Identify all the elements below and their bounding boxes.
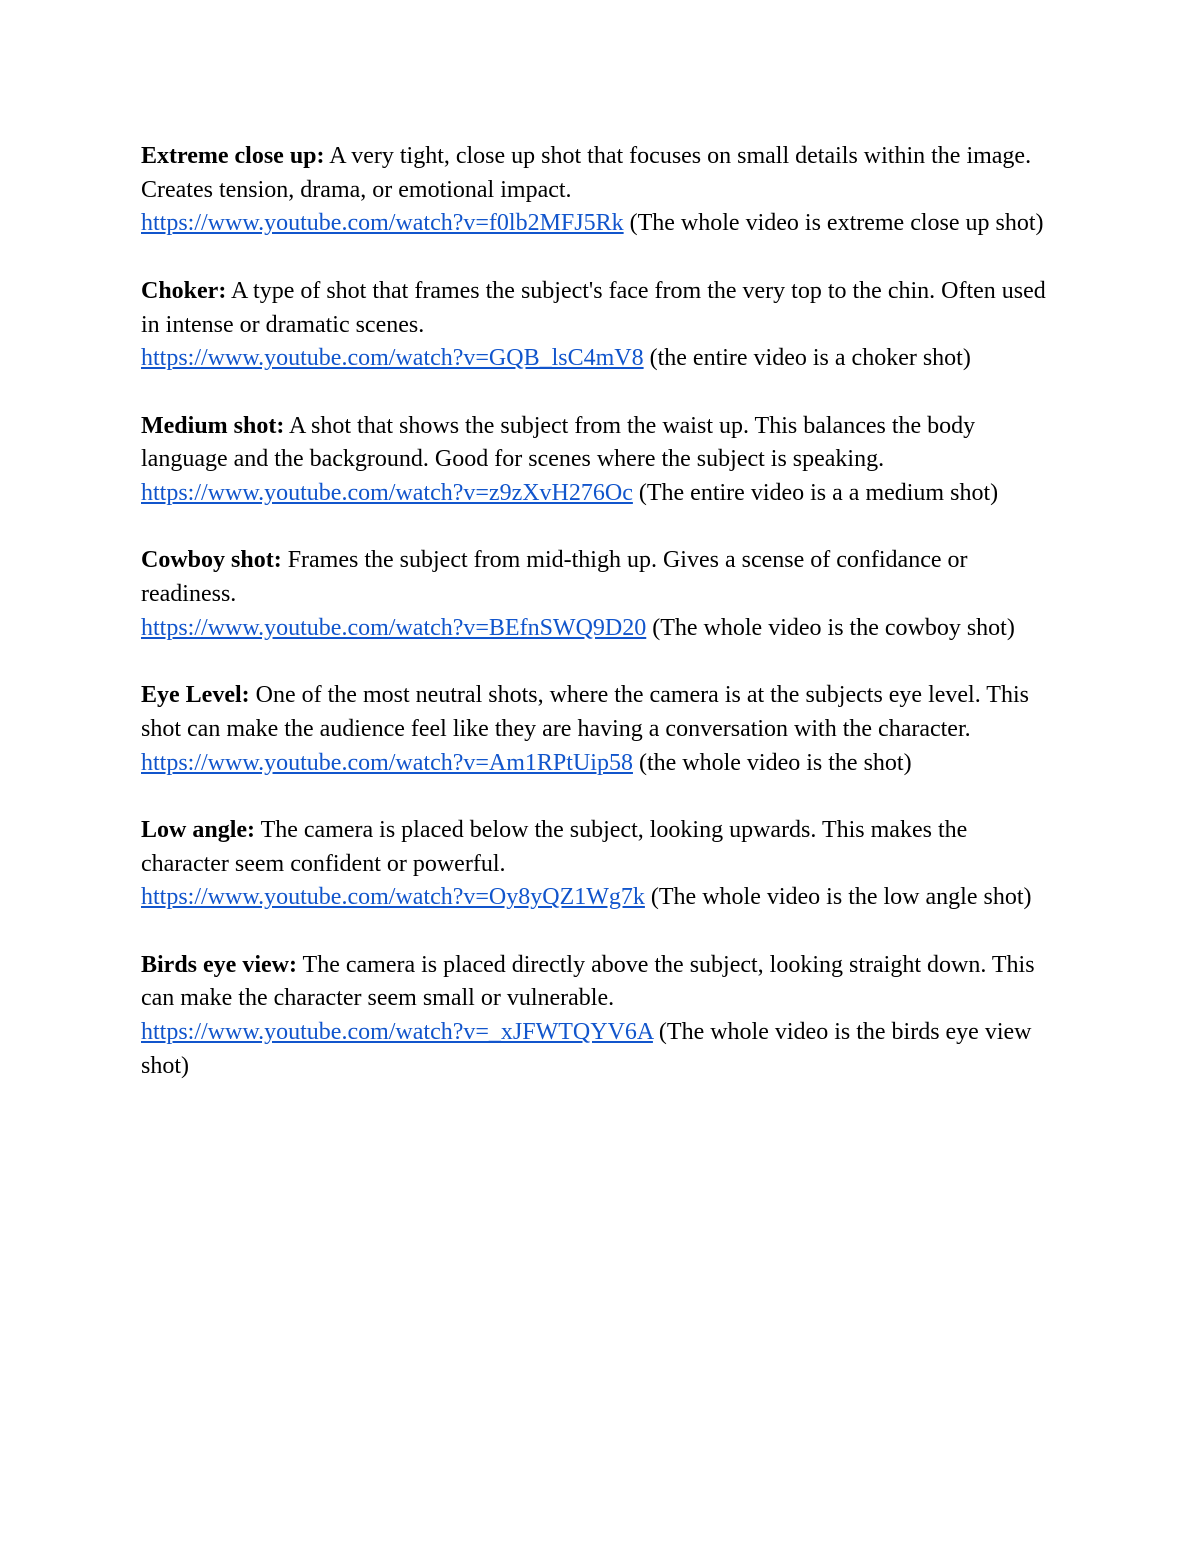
entry-note: (The whole video is the low angle shot) — [650, 884, 1032, 911]
entry-definition: A very tight, close up shot that focuses on small details within the image. Creates tension, drama, or emotional impact. — [141, 143, 1032, 203]
entry-note: (the entire video is a choker shot) — [649, 345, 971, 372]
entry-birds-eye-view — [141, 949, 1061, 1084]
document-body — [141, 140, 1061, 1117]
youtube-link[interactable]: https://www.youtube.com/watch?v=Am1RPtUip58 — [141, 749, 633, 776]
entry-note: (the whole video is the shot) — [638, 749, 912, 776]
entry-eye-level — [141, 679, 1061, 780]
entry-term: Medium shot: — [141, 412, 285, 439]
entry-cowboy-shot — [141, 544, 1061, 645]
entry-term: Cowboy shot: — [141, 547, 282, 574]
entry-term: Choker: — [141, 277, 227, 304]
entry-note: (The whole video is the cowboy shot) — [652, 614, 1015, 641]
entry-note: (The whole video is extreme close up shot) — [629, 210, 1044, 237]
youtube-link[interactable]: https://www.youtube.com/watch?v=GQB_lsC4mV8 — [141, 345, 644, 372]
entry-medium-shot — [141, 410, 1061, 511]
entry-term: Eye Level: — [141, 682, 250, 709]
youtube-link[interactable]: https://www.youtube.com/watch?v=Oy8yQZ1Wg7k — [141, 884, 645, 911]
entry-extreme-close-up — [141, 140, 1061, 241]
entry-definition: A type of shot that frames the subject's face from the very top to the chin. Often used in intense or dramatic scenes. — [141, 277, 1046, 338]
youtube-link[interactable]: https://www.youtube.com/watch?v=z9zXvH276Oc — [141, 480, 633, 506]
entry-term: Birds eye view: — [141, 951, 297, 978]
entry-term: Extreme close up: — [141, 143, 325, 169]
entry-choker — [141, 275, 1061, 376]
entry-definition: The camera is placed directly above the subject, looking straight down. This can make the character seem small or vulnerable. — [141, 951, 1035, 1012]
entry-term: Low angle: — [141, 816, 255, 843]
entry-definition: Frames the subject from mid-thigh up. Gives a scense of confidance or readiness. — [141, 547, 968, 608]
youtube-link[interactable]: https://www.youtube.com/watch?v=_xJFWTQYV6A — [141, 1019, 653, 1046]
entry-definition: One of the most neutral shots, where the camera is at the subjects eye level. This shot can make the audience feel like they are having a conversation with the character. — [141, 682, 1029, 742]
entry-note: (The whole video is the birds eye view shot) — [141, 1019, 1032, 1079]
entry-definition: The camera is placed below the subject, looking upwards. This makes the character seem confident or powerful. — [141, 816, 968, 877]
entry-low-angle — [141, 814, 1061, 915]
youtube-link[interactable]: https://www.youtube.com/watch?v=BEfnSWQ9D20 — [141, 614, 647, 641]
entry-definition: A shot that shows the subject from the waist up. This balances the body language and the background. Good for scenes where the subject is speaking. — [141, 412, 976, 473]
youtube-link[interactable]: https://www.youtube.com/watch?v=f0lb2MFJ5Rk — [141, 210, 624, 237]
entry-note: (The entire video is a a medium shot) — [638, 480, 999, 506]
